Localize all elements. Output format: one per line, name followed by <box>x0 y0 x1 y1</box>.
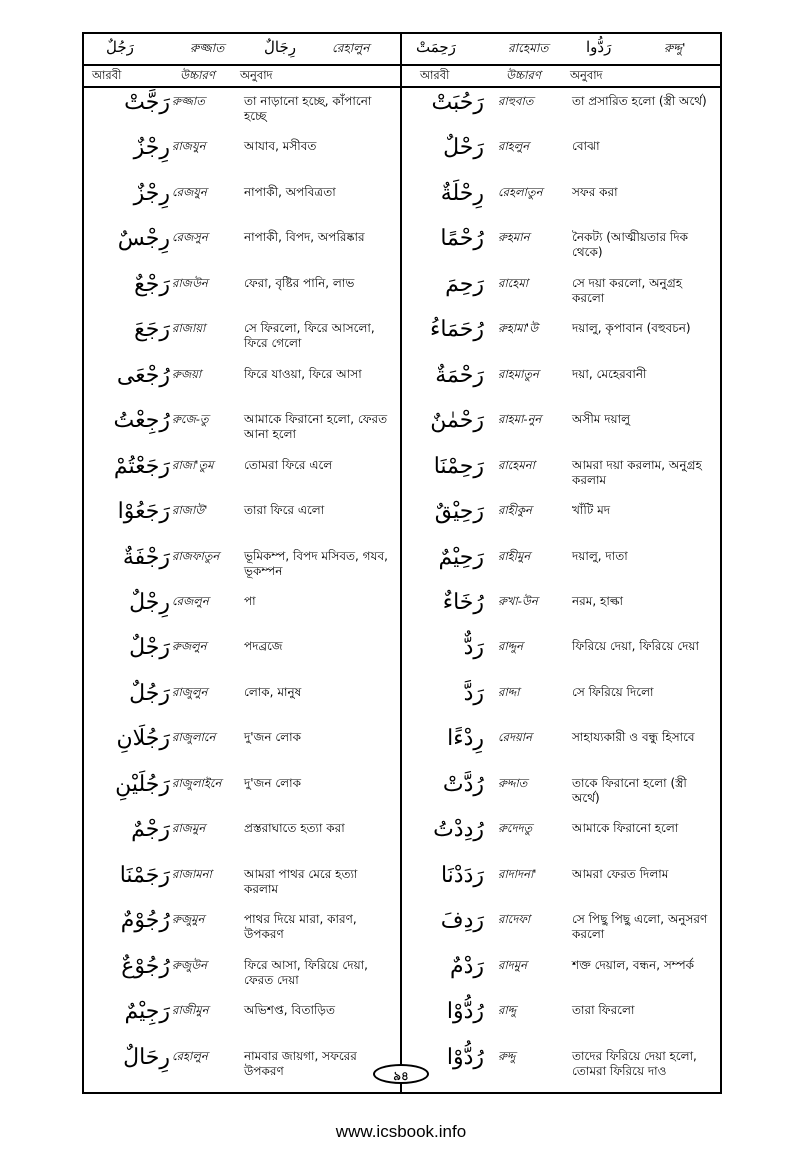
bengali-meaning: দয়ালু, কৃপাবান (বহুবচন) <box>572 321 691 336</box>
arabic-word: رَحْلٌ <box>443 135 484 161</box>
bengali-meaning: নামবার জায়গা, সফরের উপকরণ <box>244 1048 357 1078</box>
arabic-word: رُدِدْتُ <box>433 817 484 843</box>
arabic-word: رَحِيْمٌ <box>438 544 484 570</box>
header-right <box>402 34 720 64</box>
transliteration: রাদ্দা <box>498 684 520 699</box>
arabic-word: رَجَمْنَا <box>119 862 170 888</box>
dictionary-entry <box>402 726 720 771</box>
bengali-meaning: নাপাকী, বিপদ, অপরিষ্কার <box>244 230 365 245</box>
bengali-meaning: তাকে ফিরানো হলো (স্ত্রী অর্থে) <box>572 775 687 805</box>
bengali-meaning: দয়া, মেহেরবানী <box>572 366 647 381</box>
bengali-meaning: পা <box>244 594 256 608</box>
bengali-meaning: খাঁটি মদ <box>572 503 611 518</box>
bengali-meaning: তা নাড়ানো হচ্ছে, কাঁপানো হচ্ছে <box>244 94 372 123</box>
bengali-meaning: ফিরে আসা, ফিরিয়ে দেয়া, ফেরত দেয়া <box>244 957 368 987</box>
transliteration: রাজযুন <box>172 139 206 154</box>
dictionary-entry <box>84 181 400 226</box>
transliteration: রাহীমুন <box>498 548 531 563</box>
transliteration: রাদাদনা' <box>498 866 537 881</box>
arabic-word: رِحَالٌ <box>123 1044 170 1070</box>
dictionary-entry <box>84 1045 400 1090</box>
footer-url[interactable]: www.icsbook.info <box>335 1122 467 1141</box>
arabic-word: رَجْمٌ <box>131 817 170 843</box>
header-term: رَحِمَتْ <box>416 38 456 56</box>
transliteration: রাজা'তুম <box>172 457 214 472</box>
bengali-meaning: পাথর দিয়ে মারা, কারণ, উপকরণ <box>244 912 357 942</box>
dictionary-entry <box>402 363 720 408</box>
header-term: রুজ্জাত <box>190 41 225 55</box>
transliteration: রেজসুন <box>172 230 208 245</box>
transliteration: রেজযুন <box>172 184 207 199</box>
bengali-meaning: নরম, হাল্কা <box>572 594 623 608</box>
dictionary-entry <box>402 181 720 226</box>
bengali-meaning: সে ফিরলো, ফিরে আসলো, ফিরে গেলো <box>244 321 375 351</box>
arabic-word: رَحْمٰنٌ <box>430 408 484 434</box>
left-column-entries <box>84 90 400 1090</box>
dictionary-entry <box>84 363 400 408</box>
dictionary-entry <box>84 545 400 590</box>
transliteration: রাজামনা <box>172 866 212 881</box>
dictionary-entry <box>84 135 400 180</box>
bengali-meaning: অসীম দয়ালু <box>572 412 631 427</box>
transliteration: রাহীকুন <box>498 503 532 518</box>
dictionary-entry <box>84 999 400 1044</box>
header-term: রেহালুন <box>332 41 370 55</box>
transliteration: রাজাউ' <box>172 503 208 518</box>
dictionary-entry <box>84 454 400 499</box>
transliteration: রুদ্দু <box>498 1048 516 1063</box>
transliteration: রাদ্দু <box>498 1003 517 1018</box>
dictionary-entry <box>84 272 400 317</box>
bengali-meaning: শক্ত দেয়াল, বন্ধন, সম্পর্ক <box>572 957 695 972</box>
arabic-word: رِدْءًا <box>447 726 484 752</box>
arabic-word: رُدُّوْا <box>446 1044 484 1070</box>
transliteration: রুজ্জাত <box>172 94 205 108</box>
dictionary-entry <box>402 772 720 817</box>
arabic-word: رِجْلٌ <box>129 590 170 615</box>
arabic-word: رَحُبَتْ <box>431 90 484 115</box>
bengali-meaning: নাপাকী, অপবিত্রতা <box>244 184 336 199</box>
transliteration: রুহমান <box>498 230 530 245</box>
dictionary-entry <box>84 635 400 680</box>
transliteration: রাহমা-নুন <box>498 412 542 427</box>
transliteration: রাজীমুন <box>172 1003 209 1018</box>
arabic-word: رَحِيْقٌ <box>434 499 484 525</box>
transliteration: রেহালুন <box>172 1048 208 1063</box>
transliteration: রুজয়া <box>172 366 202 381</box>
bengali-meaning: ভূমিকম্প, বিপদ মসিবত, গযব, ভূকম্পন <box>244 548 388 578</box>
arabic-word: رُحْمًا <box>440 226 484 252</box>
transliteration: রেজলুন <box>172 594 209 608</box>
transliteration: রাজায়া <box>172 321 206 336</box>
header-term: رِجَالٌ <box>264 38 296 56</box>
arabic-word: رَدِفَ <box>440 908 484 934</box>
bengali-meaning: তোমরা ফিরে এলে <box>244 457 333 472</box>
bengali-meaning: আমরা দয়া করলাম, অনুগ্রহ করলাম <box>572 457 702 487</box>
header-term: রাহেমাত <box>508 41 549 55</box>
arabic-word: رُدُّوْا <box>446 999 484 1025</box>
arabic-word: رَجْفَةٌ <box>122 544 170 570</box>
transliteration: রাজমুন <box>172 821 206 836</box>
bengali-meaning: তাদের ফিরিয়ে দেয়া হলো, তোমরা ফিরিয়ে দাও <box>572 1048 697 1078</box>
dictionary-entry <box>402 135 720 180</box>
dictionary-entry <box>84 863 400 908</box>
arabic-word: رَجَّتْ <box>124 90 170 115</box>
dictionary-entry <box>402 1045 720 1090</box>
arabic-word: رَجْعٌ <box>134 271 170 297</box>
dictionary-entry <box>402 454 720 499</box>
bengali-meaning: বোঝা <box>572 139 600 154</box>
col-header-arabic-left: আরবী <box>92 68 122 82</box>
bengali-meaning: ফিরিয়ে দেয়া, ফিরিয়ে দেয়া <box>572 639 699 654</box>
bengali-meaning: তারা ফিরে এলো <box>244 503 325 518</box>
arabic-word: رَحْمَةٌ <box>435 362 484 388</box>
transliteration: রুদ্দাত <box>498 775 528 790</box>
transliteration: রেদয়ান <box>498 730 533 745</box>
arabic-word: رَدْمٌ <box>449 953 484 979</box>
transliteration: রেহলাতুন <box>498 184 543 199</box>
dictionary-entry <box>402 408 720 453</box>
arabic-word: رُحَمَاءُ <box>430 317 484 343</box>
arabic-word: رِجْزٌ <box>133 135 170 161</box>
arabic-word: رِجْسٌ <box>117 226 170 252</box>
dictionary-entry <box>84 954 400 999</box>
arabic-word: رَجُلَانِ <box>116 726 170 752</box>
column-headers <box>84 64 720 88</box>
dictionary-entry <box>84 590 400 635</box>
page-number: ৯৪ <box>373 1064 429 1084</box>
transliteration: রাজউন <box>172 275 208 290</box>
col-header-arabic-right: আরবী <box>420 68 450 82</box>
bengali-meaning: আযাব, মসীবত <box>244 139 317 154</box>
dictionary-entry <box>84 908 400 953</box>
arabic-word: رُجِعْتُ <box>113 408 170 434</box>
transliteration: রুজলুন <box>172 639 207 654</box>
arabic-word: رِحْلَةٌ <box>440 180 484 206</box>
transliteration: রুহামা'উ <box>498 321 539 336</box>
arabic-word: رَجْلٌ <box>129 635 170 661</box>
transliteration: রুজে-তু <box>172 412 209 427</box>
transliteration: রাজুলাইনে <box>172 775 222 790</box>
dictionary-entry <box>402 317 720 362</box>
transliteration: রুজুউন <box>172 957 207 972</box>
arabic-word: رَجَعَ <box>134 317 170 343</box>
dictionary-entry <box>402 499 720 544</box>
running-header <box>84 34 720 66</box>
bengali-meaning: আমাকে ফিরানো হলো, ফেরত আনা হলো <box>244 412 388 442</box>
dictionary-entry <box>402 272 720 317</box>
bengali-meaning: অভিশপ্ত, বিতাড়িত <box>244 1003 335 1018</box>
dictionary-entry <box>402 908 720 953</box>
arabic-word: رُجُوْمٌ <box>120 908 170 934</box>
col-header-pronunciation-left: উচ্চারণ <box>180 68 215 82</box>
transliteration: রাহেমা <box>498 275 529 290</box>
transliteration: রাদমুন <box>498 957 527 972</box>
transliteration: রাদেফা <box>498 912 531 927</box>
transliteration: রাহুবাত <box>498 94 534 108</box>
dictionary-entry <box>402 954 720 999</box>
dictionary-entry <box>84 817 400 862</box>
dictionary-entry <box>84 681 400 726</box>
header-term: رَجُلٌ <box>106 38 134 56</box>
arabic-word: رَدٌّ <box>463 635 484 661</box>
bengali-meaning: সে দয়া করলো, অনুগ্রহ করলো <box>572 275 682 305</box>
transliteration: রাজুলুন <box>172 684 208 699</box>
bengali-meaning: আমরা ফেরত দিলাম <box>572 866 669 881</box>
arabic-word: رَجِيْمٌ <box>124 999 170 1025</box>
transliteration: রুদেদতু <box>498 821 533 836</box>
bengali-meaning: তারা ফিরলো <box>572 1003 635 1018</box>
bengali-meaning: সে পিছু পিছু এলো, অনুসরণ করলো <box>572 912 708 942</box>
arabic-word: رِجْزٌ <box>133 180 170 206</box>
right-column-entries <box>402 90 720 1090</box>
dictionary-entry <box>402 999 720 1044</box>
bengali-meaning: প্রস্তরাঘাতে হত্যা করা <box>244 821 345 836</box>
header-term: رَدُّوا <box>586 38 612 56</box>
bengali-meaning: আমাকে ফিরানো হলো <box>572 821 679 836</box>
dictionary-entry <box>402 226 720 271</box>
dictionary-entry <box>402 590 720 635</box>
transliteration: রাহলুন <box>498 139 530 154</box>
bengali-meaning: সে ফিরিয়ে দিলো <box>572 684 654 699</box>
arabic-word: رَجَعُوْا <box>117 499 170 525</box>
bengali-meaning: দু'জন লোক <box>244 775 302 790</box>
bengali-meaning: সাহায্যকারী ও বন্ধু হিসাবে <box>572 730 695 745</box>
transliteration: রুজুমুন <box>172 912 205 927</box>
dictionary-entry <box>84 772 400 817</box>
col-header-pronunciation-right: উচ্চারণ <box>506 68 541 82</box>
arabic-word: رَحِمْنَا <box>433 453 484 479</box>
arabic-word: رَجُلٌ <box>129 680 170 706</box>
transliteration: রাজুলানে <box>172 730 216 745</box>
bengali-meaning: ফিরে যাওয়া, ফিরে আসা <box>244 366 362 381</box>
dictionary-entry <box>402 863 720 908</box>
arabic-word: رَحِمَ <box>445 271 484 297</box>
col-header-translation-left: অনুবাদ <box>240 68 273 82</box>
dictionary-entry <box>402 90 720 135</box>
col-header-translation-right: অনুবাদ <box>570 68 603 82</box>
dictionary-entry <box>402 681 720 726</box>
dictionary-entry <box>84 408 400 453</box>
arabic-word: رَجَعْتُمْ <box>113 453 170 479</box>
transliteration: রাহেমনা <box>498 457 535 472</box>
arabic-word: رَجُلَيْنِ <box>115 771 170 797</box>
bengali-meaning: লোক, মানুষ <box>244 684 302 699</box>
bengali-meaning: দয়ালু, দাতা <box>572 548 628 563</box>
transliteration: রাজফাতুন <box>172 548 220 563</box>
bengali-meaning: আমরা পাথর মেরে হত্যা করলাম <box>244 866 358 896</box>
dictionary-entry <box>84 90 400 135</box>
transliteration: রাদ্দুন <box>498 639 524 654</box>
dictionary-entry <box>402 545 720 590</box>
dictionary-entry <box>84 726 400 771</box>
bengali-meaning: নৈকট্য (আত্মীয়তার দিক থেকে) <box>572 230 689 260</box>
dictionary-entry <box>84 499 400 544</box>
dictionary-entry <box>84 226 400 271</box>
bengali-meaning: ফেরা, বৃষ্টির পানি, লাভ <box>244 275 355 290</box>
arabic-word: رُجُوْعٌ <box>121 953 170 979</box>
bengali-meaning: দু'জন লোক <box>244 730 302 745</box>
dictionary-entry <box>84 317 400 362</box>
bengali-meaning: তা প্রসারিত হলো (স্ত্রী অর্থে) <box>572 94 707 108</box>
header-term: রুদ্দু' <box>664 41 686 55</box>
transliteration: রাহমাতুন <box>498 366 539 381</box>
arabic-word: رُجْعَى <box>116 362 170 388</box>
arabic-word: رَدَدْنَا <box>440 862 484 888</box>
bengali-meaning: পদব্রজে <box>244 639 283 654</box>
arabic-word: رُخَاءٌ <box>442 590 484 615</box>
page-frame <box>82 32 722 1094</box>
header-left <box>84 34 400 64</box>
transliteration: রুখা-উন <box>498 594 538 608</box>
arabic-word: رُدَّتْ <box>442 771 484 797</box>
dictionary-entry <box>402 817 720 862</box>
dictionary-entry <box>402 635 720 680</box>
bengali-meaning: সফর করা <box>572 184 618 199</box>
arabic-word: رَدَّ <box>463 680 484 706</box>
